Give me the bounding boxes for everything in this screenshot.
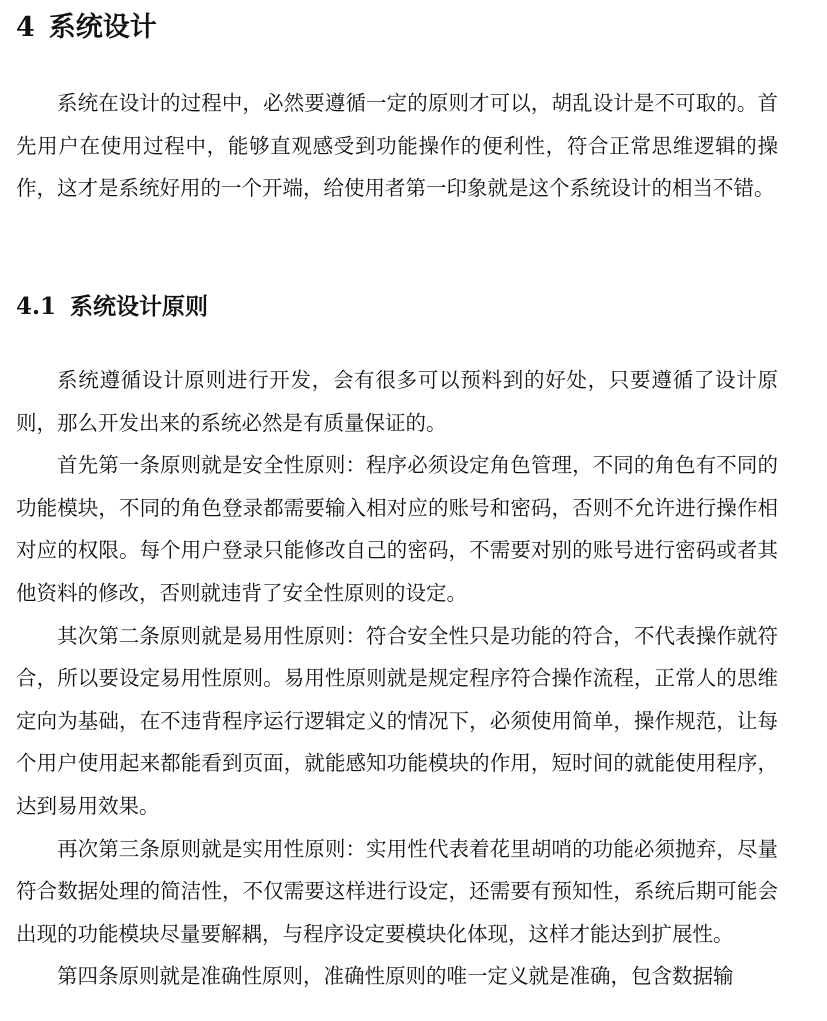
section-number: 4.1 (16, 293, 57, 320)
paragraph-practicality-principle: 再次第三条原则就是实用性原则：实用性代表着花里胡哨的功能必须抛弃，尽量符合数据处理的简洁性，不仅需要这样进行设定，还需要有预知性，系统后期可能会出现的功能模块尽量要解耦，与程序设定要模块化体现，这样才能达到扩展性。 (16, 836, 778, 946)
paragraph-usability-principle: 其次第二条原则就是易用性原则：符合安全性只是功能的符合，不代表操作就符合，所以要设定易用性原则。易用性原则就是规定程序符合操作流程，正常人的思维定向为基础，在不违背程序运行逻辑定义的情况下，必须使用简单，操作规范，让每个用户使用起来都能看到页面，就能感知功能模块的作用，短时间的就能使用程序，达到易用效果。 (16, 623, 778, 818)
intro-paragraph: 系统在设计的过程中，必然要遵循一定的原则才可以，胡乱设计是不可取的。首先用户在使用过程中，能够直观感受到功能操作的便利性，符合正常思维逻辑的操作，这才是系统好用的一个开端，给使用者第一印象就是这个系统设计的相当不错。 (16, 91, 778, 201)
intro-block (16, 82, 778, 210)
paragraph-accuracy-principle: 第四条原则就是准确性原则，准确性原则的唯一定义就是准确，包含数据输 (57, 964, 734, 989)
section-title: 系统设计原则 (70, 293, 209, 320)
chapter-title: 系统设计 (48, 12, 157, 43)
section-body (16, 359, 778, 998)
paragraph-overview: 系统遵循设计原则进行开发，会有很多可以预料到的好处，只要遵循了设计原则，那么开发出来的系统必然是有质量保证的。 (16, 368, 778, 435)
chapter-number: 4 (16, 12, 35, 43)
section-heading (16, 288, 208, 326)
chapter-heading (16, 8, 157, 48)
paragraph-security-principle: 首先第一条原则就是安全性原则：程序必须设定角色管理，不同的角色有不同的功能模块，不同的角色登录都需要输入相对应的账号和密码，否则不允许进行操作相对应的权限。每个用户登录只能修改自己的密码，不需要对别的账号进行密码或者其他资料的修改，否则就违背了安全性原则的设定。 (16, 453, 778, 605)
